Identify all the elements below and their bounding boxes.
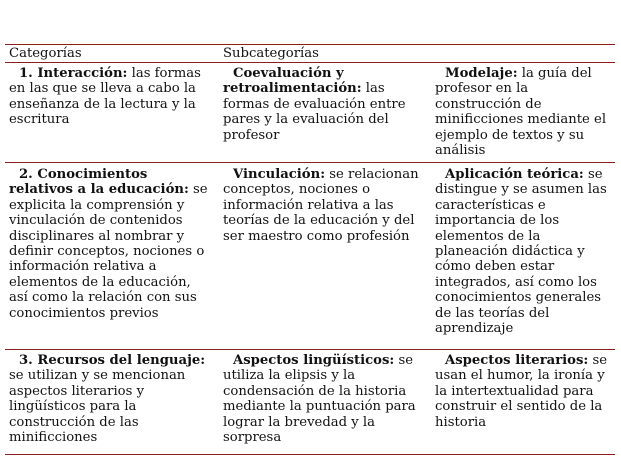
row-rule-1 <box>5 162 615 163</box>
table-bottom-rule <box>5 454 615 455</box>
table-row-1-sub2 <box>435 66 613 158</box>
subcategory-title: Aspectos literarios: <box>445 353 589 368</box>
category-title: 3. Recursos del lenguaje: <box>19 353 206 368</box>
subcategory-text: las formas de evaluación entre pares y la evaluación del profesor <box>223 81 406 143</box>
subcategory-text: se usan el humor, la ironía y la intertextualidad para construir el sentido de la historia <box>435 353 608 430</box>
table-row-3-sub2 <box>435 353 613 430</box>
subcategory-text: se distingue y se asumen las características e importancia de los elementos de la planeación didáctica y cómo deben estar integrados, así como los conocimientos generales de las teorías del aprendizaje <box>435 167 607 337</box>
subcategory-text: se utiliza la elipsis y la condensación de la historia mediante la puntuación para lograr la brevedad y la sorpresa <box>223 353 416 446</box>
subcategory-text: la guía del profesor en la construcción de minificciones mediante el ejemplo de textos y su análisis <box>435 66 607 159</box>
table-row-3-category <box>9 353 209 445</box>
header-rule <box>5 62 615 63</box>
table-row-2-category <box>9 167 209 321</box>
row-rule-2 <box>5 349 615 350</box>
category-title: 1. Interacción: <box>19 66 128 81</box>
category-text: se utilizan y se mencionan aspectos literarios y lingüísticos para la construcción de las minificciones <box>9 368 186 446</box>
subcategory-title: Aspectos lingüísticos: <box>233 353 395 368</box>
category-text: se explicita la comprensión y vinculación de contenidos disciplinares al nombrar y definir conceptos, nociones o información relativa a elementos de la educación, así como la relación con sus conocimientos previos <box>9 182 208 321</box>
subcategory-title: Vinculación: <box>233 167 326 182</box>
table-row-2-sub2 <box>435 167 613 336</box>
category-title: 2. Conocimientos relativos a la educación: <box>9 167 189 198</box>
subcategory-title: Coevaluación y retroalimentación: <box>223 66 362 97</box>
subcategory-text: se relacionan conceptos, nociones o información relativa a las teorías de la educación y del ser maestro como profesión <box>223 167 419 244</box>
table-row-2-sub1 <box>223 167 421 244</box>
category-text: las formas en las que se lleva a cabo la enseñanza de la lectura y la escritura <box>9 66 201 128</box>
header-categorias: Categorías <box>9 46 82 61</box>
table-row-1-sub1 <box>223 66 421 143</box>
table-top-rule <box>5 44 615 45</box>
subcategory-title: Aplicación teórica: <box>445 167 584 182</box>
table-row-3-sub1 <box>223 353 421 445</box>
header-subcategorias: Subcategorías <box>223 46 319 61</box>
subcategory-title: Modelaje: <box>445 66 518 81</box>
table-row-1-category <box>9 66 209 128</box>
